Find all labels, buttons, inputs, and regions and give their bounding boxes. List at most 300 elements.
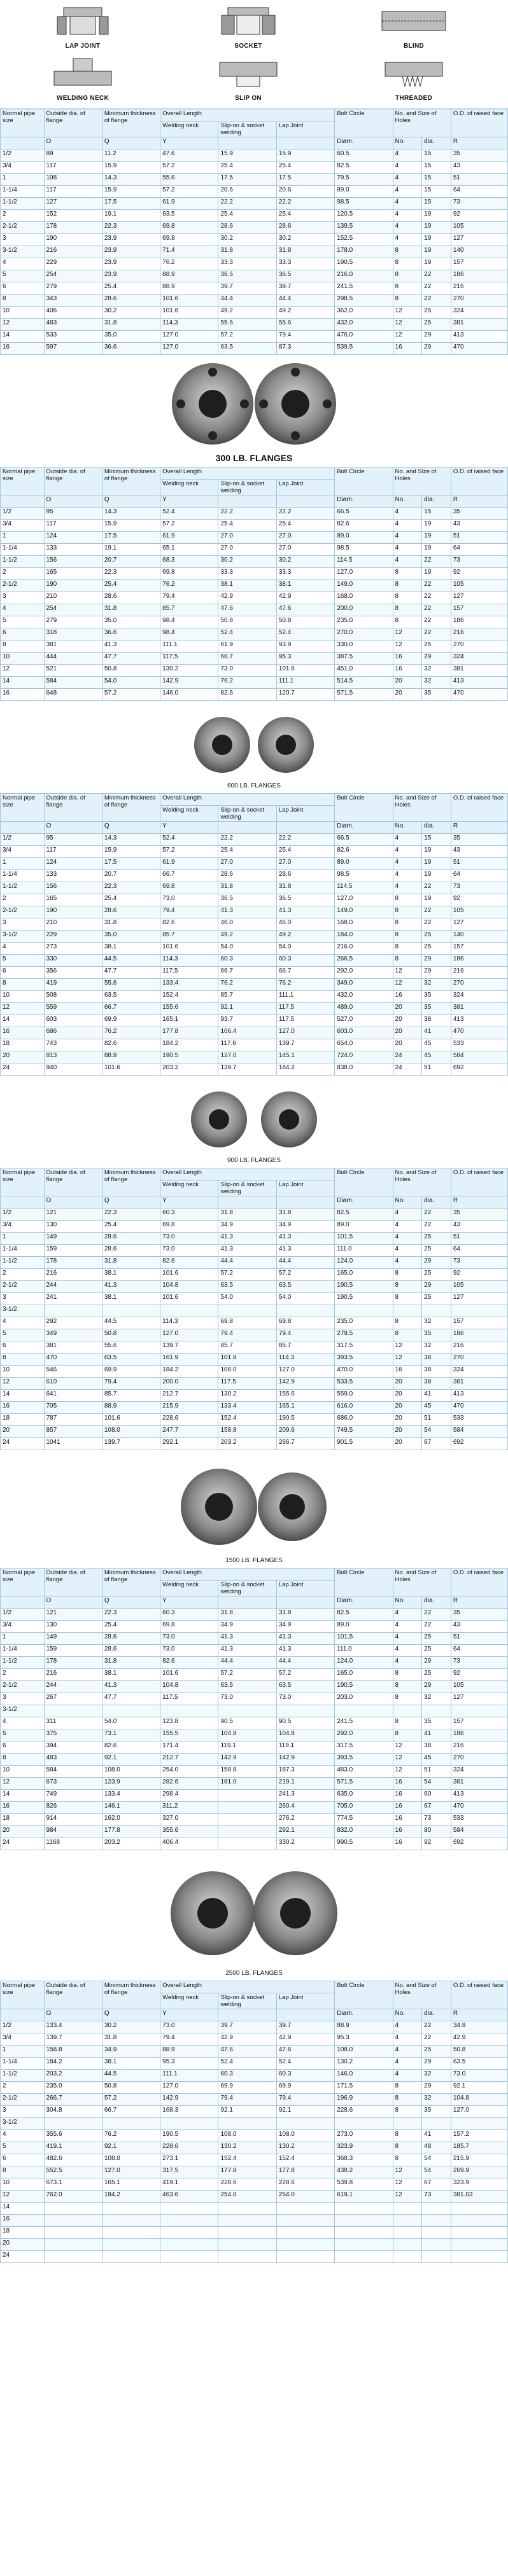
col-header-bolt-circle: Bolt Circle [335,109,393,137]
subheader-cell: dia. [422,495,451,508]
table-cell: 168.3 [160,2106,218,2118]
col-header-holes: No. and Size of Holes [393,794,451,822]
table-cell: 114.3 [160,955,218,967]
table-cell: 177.8 [160,1027,218,1039]
table-cell: 210 [44,918,102,931]
table-cell: 527.0 [335,1015,393,1027]
table-cell: 121 [44,1609,102,1621]
table-cell: 87.3 [276,343,334,355]
table-cell: 22.2 [276,834,334,846]
welding-neck-icon [25,57,140,95]
table-cell: 27.0 [276,544,334,556]
table-cell: 483 [44,319,102,331]
table-cell: 133.4 [218,1402,276,1414]
spec-table-150lb [0,109,508,355]
table-cell: 31.8 [218,1609,276,1621]
table-cell: 20 [1,1051,45,1063]
table-cell [335,2215,393,2227]
table-cell: 203.2 [218,1438,276,1450]
table-cell: 41.3 [218,1633,276,1645]
col-header-raised-face: O.D. of raised face [451,1981,507,2009]
table-cell: 3-1/2 [1,1705,45,1717]
table-cell: 27.0 [218,532,276,544]
table-cell: 533 [44,331,102,343]
table-cell: 584 [451,1426,507,1438]
table-cell [276,1305,334,1317]
table-cell: 186 [451,1729,507,1742]
table-cell: 16 [393,343,422,355]
table-row [1,2094,508,2106]
table-cell: 10 [1,653,45,665]
table-row [1,1621,508,1633]
table-row [1,1838,508,1850]
table-cell: 34.9 [451,2021,507,2033]
table-row [1,1329,508,1341]
table-row [1,270,508,282]
table-cell: 12 [393,2178,422,2191]
table-cell: 28.6 [276,870,334,882]
table-cell: 597 [44,343,102,355]
subheader-cell: O [44,2009,102,2021]
table-cell: 470.0 [335,1366,393,1378]
table-cell: 88.9 [335,2021,393,2033]
table-cell: 705 [44,1402,102,1414]
table-cell: 95 [44,508,102,520]
table-cell: 28.6 [102,1233,160,1245]
table-cell: 4 [393,870,422,882]
table-row [1,846,508,858]
table-cell: 63.5 [218,343,276,355]
table-row [1,677,508,689]
table-cell: 108.0 [218,1366,276,1378]
welding-neck-label: WELDING NECK [57,95,109,102]
col-header-bolt-circle: Bolt Circle [335,1168,393,1196]
table-cell: 127 [451,234,507,246]
table-cell: 3 [1,918,45,931]
table-cell: 19 [422,222,451,234]
table-cell: 42.9 [276,592,334,604]
table-cell [276,2227,334,2239]
table-cell: 73 [422,1814,451,1826]
subheader-row [1,1196,508,1208]
subheader-cell [1,1596,45,1609]
table-row [1,1766,508,1778]
table-cell: 4 [393,1609,422,1621]
table-cell: 130.2 [276,2142,334,2154]
table-cell: 111.1 [160,641,218,653]
col-header-bolt-circle: Bolt Circle [335,1568,393,1596]
table-cell [451,2251,507,2263]
col-header-overall-length: Overall Length [160,1981,335,1993]
table-cell: 539.5 [335,343,393,355]
table-cell: 323.9 [335,2142,393,2154]
table-cell: 127 [451,918,507,931]
table-cell: 50.8 [102,665,160,677]
table-cell: 4 [393,520,422,532]
table-cell: 4 [393,532,422,544]
table-row [1,1390,508,1402]
table-cell: 98.4 [160,628,218,641]
table-cell: 190.5 [335,258,393,270]
table-cell: 673 [44,1778,102,1790]
table-cell: 4 [393,858,422,870]
table-cell [44,2251,102,2263]
table-cell [393,2251,422,2263]
table-cell: 34.9 [276,1221,334,1233]
table-cell: 140 [451,931,507,943]
table-cell: 673.1 [44,2178,102,2191]
table-cell: 67 [422,2178,451,2191]
subheader-cell: Q [102,495,160,508]
table-cell [102,2239,160,2251]
table-cell: 12 [393,2191,422,2203]
table-cell: 24 [1,2251,45,2263]
table-cell: 762.0 [44,2191,102,2203]
table-cell: 152.4 [276,2154,334,2166]
table-row [1,834,508,846]
table-cell: 51 [451,532,507,544]
table-cell: 178 [44,1657,102,1669]
table-cell: 31.8 [102,918,160,931]
table-cell: 108.0 [102,1766,160,1778]
table-cell: 476.0 [335,331,393,343]
table-cell: 31.8 [102,1657,160,1669]
table-cell: 28.6 [102,592,160,604]
table-cell: 149.0 [335,580,393,592]
table-cell [160,2239,218,2251]
threaded-label: THREADED [395,95,432,102]
subheader-cell: O [44,1196,102,1208]
table-row [1,1778,508,1790]
table-cell: 8 [1,2166,45,2178]
table-cell: 4 [393,1208,422,1221]
table-cell: 117.5 [218,1378,276,1390]
table-cell: 381 [451,1778,507,1790]
table-cell: 30.2 [276,234,334,246]
section-title-300: 300 LB. FLANGES [215,453,293,463]
table-cell: 1 [1,532,45,544]
table-cell: 6 [1,2154,45,2166]
table-cell: 254.0 [218,2191,276,2203]
table-cell: 85.7 [218,1341,276,1354]
socket-label: SOCKET [234,43,262,50]
table-cell: 89.0 [335,532,393,544]
table-cell: 101.6 [160,1669,218,1681]
subheader-cell: dia. [422,2009,451,2021]
table-cell: 186 [451,270,507,282]
flange-photo-1500 [0,1459,508,1555]
table-cell: 82.6 [218,689,276,701]
table-cell: 50.8 [451,2046,507,2058]
table-cell: 16 [1,1402,45,1414]
table-cell: 67 [422,1802,451,1814]
table-cell: 42.9 [451,2033,507,2046]
table-row [1,1681,508,1693]
table-cell [422,2118,451,2130]
subheader-cell: Q [102,137,160,149]
table-cell: 38.1 [102,943,160,955]
table-cell: 43 [451,520,507,532]
table-cell: 47.6 [276,2046,334,2058]
subheader-cell [1,1196,45,1208]
table-cell: 67 [422,1438,451,1450]
table-cell: 20 [393,1414,422,1426]
table-cell [102,2203,160,2215]
table-cell: 15 [422,508,451,520]
table-cell: 1-1/2 [1,882,45,894]
table-cell: 18 [1,1414,45,1426]
table-cell [218,2227,276,2239]
table-cell: 17.5 [102,858,160,870]
subheader-cell [1,137,45,149]
table-cell: 38.1 [218,580,276,592]
table-cell [44,2227,102,2239]
table-cell: 54.0 [276,943,334,955]
table-cell: 584 [451,1051,507,1063]
spec-table-2500lb [0,1981,508,2263]
table-cell: 12 [393,1766,422,1778]
table-cell: 20 [1,1426,45,1438]
table-cell: 149 [44,1633,102,1645]
table-row [1,1015,508,1027]
table-cell: 219.1 [276,1778,334,1790]
table-cell: 31.8 [102,604,160,616]
table-cell: 89.0 [335,1221,393,1233]
table-cell: 44.4 [218,1257,276,1269]
flange-photo-2500 [0,1859,508,1967]
table-cell: 184.2 [160,1039,218,1051]
table-cell [218,1790,276,1802]
table-cell: 184.0 [335,931,393,943]
table-cell: 22.2 [218,834,276,846]
slip-on-label: SLIP ON [235,95,262,102]
table-cell: 127 [44,198,102,210]
table-cell: 117 [44,520,102,532]
table-cell: 25 [422,943,451,955]
table-cell: 41.3 [102,1281,160,1293]
table-cell: 8 [393,282,422,294]
table-row [1,2215,508,2227]
table-cell: 8 [393,294,422,307]
table-cell: 63.5 [102,1354,160,1366]
table-cell: 69.8 [218,1317,276,1329]
table-cell: 15.9 [218,149,276,162]
table-cell: 330 [44,955,102,967]
table-cell: 190.5 [160,2130,218,2142]
table-cell: 4 [393,1633,422,1645]
table-cell: 36.5 [276,270,334,282]
table-row [1,592,508,604]
table-cell [276,1705,334,1717]
table-cell: 101.6 [102,1063,160,1076]
table-cell: 79.4 [160,592,218,604]
subheader-cell [1,495,45,508]
table-cell: 190.5 [160,1051,218,1063]
table-row [1,1705,508,1717]
table-cell: 14.3 [102,834,160,846]
table-cell: 724.0 [335,1051,393,1063]
table-cell [276,2203,334,2215]
table-cell: 292.1 [160,1438,218,1450]
col-header-nps: Normal pipe size [1,1168,45,1196]
subheader-cell: Diam. [335,137,393,149]
table-cell: 35 [451,508,507,520]
table-cell: 298.4 [160,1790,218,1802]
table-cell: 2 [1,1669,45,1681]
table-cell: 92 [451,1269,507,1281]
table-cell: 8 [393,1317,422,1329]
table-cell: 25.4 [218,846,276,858]
table-cell: 3/4 [1,520,45,532]
table-cell: 8 [393,943,422,955]
table-cell: 82.6 [102,1742,160,1754]
table-cell: 105 [451,1281,507,1293]
table-cell [393,1705,422,1717]
table-cell: 44.5 [102,955,160,967]
table-cell: 152 [44,210,102,222]
table-cell: 14 [1,2203,45,2215]
table-cell: 533 [451,1414,507,1426]
table-cell: 19.1 [102,210,160,222]
table-cell: 216.0 [335,270,393,282]
table-cell: 25.4 [102,1621,160,1633]
table-cell: 25 [422,2046,451,2058]
table-cell: 463.6 [160,2191,218,2203]
table-cell: 273.0 [335,2130,393,2142]
table-cell: 88.9 [102,1051,160,1063]
table-cell: 12 [1,1378,45,1390]
subheader-cell: R [451,137,507,149]
table-cell: 35 [422,1329,451,1341]
table-cell: 610 [44,1378,102,1390]
table-cell: 4 [393,2046,422,2058]
table-cell: 15.9 [102,520,160,532]
flange-types-diagram [0,0,508,109]
table-cell: 19 [422,258,451,270]
subheader-row [1,822,508,834]
table-cell: 69.8 [276,1317,334,1329]
table-cell: 34.9 [102,2046,160,2058]
table-cell: 327.0 [160,1814,218,1826]
table-cell: 30.2 [102,307,160,319]
subheader-cell: Y [160,1596,218,1609]
table-cell: 38.1 [102,1269,160,1281]
table-row [1,258,508,270]
table-cell: 31.8 [276,1609,334,1621]
subheader-cell: Q [102,1596,160,1609]
table-cell: 19 [422,234,451,246]
table-cell: 22 [422,1221,451,1233]
col-header-holes: No. and Size of Holes [393,467,451,495]
table-cell: 4 [393,1621,422,1633]
table-row [1,1754,508,1766]
table-cell: 52.4 [218,628,276,641]
table-row [1,2046,508,2058]
table-cell: 130.2 [218,1390,276,1402]
table-cell: 4 [393,1257,422,1269]
table-cell: 73 [451,882,507,894]
table-cell: 139.5 [335,222,393,234]
table-cell: 190 [44,234,102,246]
col-header-thickness: Minimum thickness of flange [102,467,160,495]
table-row [1,1717,508,1729]
table-cell: 85.7 [218,991,276,1003]
table-cell: 63.5 [160,210,218,222]
table-cell: 8 [393,1669,422,1681]
table-cell: 101.6 [160,1269,218,1281]
table-row [1,1027,508,1039]
table-cell [422,2203,451,2215]
table-cell: 324 [451,991,507,1003]
table-cell: 4 [393,2070,422,2082]
table-cell: 749.5 [335,1426,393,1438]
table-cell [422,2227,451,2239]
table-cell: 57.2 [102,2094,160,2106]
table-row [1,1051,508,1063]
table-cell: 6 [1,1742,45,1754]
table-cell: 30.2 [218,234,276,246]
table-cell: 11.2 [102,149,160,162]
table-cell: 73.0 [218,665,276,677]
col-header-raised-face: O.D. of raised face [451,467,507,495]
table-row [1,1003,508,1015]
table-cell: 10 [1,1366,45,1378]
table-cell: 270 [451,1354,507,1366]
table-cell: 101.6 [160,307,218,319]
table-cell [160,2215,218,2227]
col-header-holes: No. and Size of Holes [393,1168,451,1196]
table-cell: 12 [1,1778,45,1790]
table-cell: 127.0 [335,894,393,906]
table-row [1,991,508,1003]
table-row [1,2070,508,2082]
table-cell: 158.8 [218,1426,276,1438]
table-cell: 52.4 [218,2058,276,2070]
table-cell [218,1802,276,1814]
table-cell [276,2251,334,2263]
table-row [1,894,508,906]
table-cell: 57.2 [218,1269,276,1281]
table-cell: 149 [44,1233,102,1245]
col-header-lap-joint: Lap Joint [276,1181,334,1196]
table-cell: 16 [393,1366,422,1378]
table-row [1,1802,508,1814]
table-row [1,2166,508,2178]
table-cell: 22.2 [276,198,334,210]
table-cell: 216 [44,1669,102,1681]
table-cell: 15 [422,149,451,162]
table-cell: 22 [422,282,451,294]
col-header-slip-on: Slip-on & socket welding [218,1181,276,1196]
col-header-od: Outside dia. of flange [44,1568,102,1596]
table-cell: 330.0 [335,641,393,653]
table-cell: 254 [44,270,102,282]
table-cell: 20.7 [102,556,160,568]
table-cell: 16 [1,689,45,701]
subheader-cell: Y [160,1196,218,1208]
table-cell: 203.2 [160,1063,218,1076]
table-cell: 3 [1,234,45,246]
table-row [1,186,508,198]
table-row [1,2154,508,2166]
table-cell: 15.9 [102,162,160,174]
table-cell: 98.5 [335,870,393,882]
spec-table-300lb [0,467,508,701]
table-cell: 54.0 [102,1717,160,1729]
table-cell: 73.0 [160,1633,218,1645]
table-row [1,1257,508,1269]
table-cell: 229 [44,931,102,943]
